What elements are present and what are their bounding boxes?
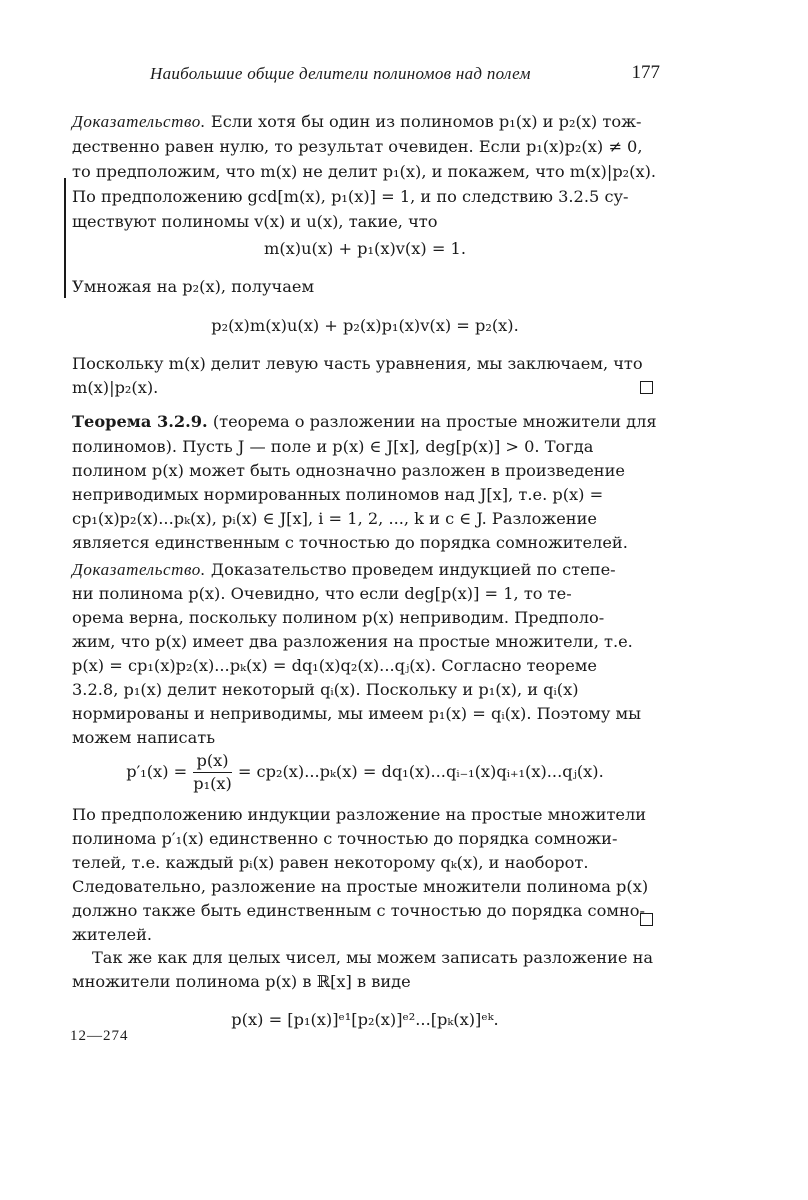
equation-3-lhs: p′₁(x) = [126, 762, 188, 781]
proof1-line-2: дественно равен нулю, то результат очевиден. Если p₁(x)p₂(x) ≠ 0, [72, 137, 643, 156]
theorem-line-6: является единственным с точностью до порядка сомножителей. [72, 533, 628, 552]
theorem-line-4: неприводимых нормированных полиномов над J[x], т.е. p(x) = [72, 485, 604, 504]
theorem-line-1 [72, 410, 658, 434]
proof2-text: Доказательство проведем индукцией по степе- [210, 560, 616, 579]
qed-square-1 [640, 381, 653, 394]
equation-3-rhs: = cp₂(x)...pₖ(x) = dq₁(x)...qᵢ₋₁(x)qᵢ₊₁(x)...qⱼ(x). [237, 762, 604, 781]
printer-signature: 12—274 [70, 1028, 129, 1044]
proof1-line-8: m(x)|p₂(x). [72, 378, 159, 397]
proof1-line-6: Умножая на p₂(x), получаем [72, 277, 315, 296]
qed-square-2 [640, 913, 653, 926]
proof2-line-11: телей, т.е. каждый pᵢ(x) равен некоторому qₖ(x), и наоборот. [72, 853, 589, 872]
proof-label: Доказательство. [72, 560, 206, 579]
proof2-line-10: полинома p′₁(x) единственно с точностью до порядка сомножи- [72, 829, 618, 848]
theorem-label: Теорема 3.2.9. [72, 412, 208, 431]
proof2-line-5: p(x) = cp₁(x)p₂(x)...pₖ(x) = dq₁(x)q₂(x)...qⱼ(x). Согласно теореме [72, 656, 597, 675]
proof2-line-9: По предположению индукции разложение на простые множители [72, 805, 647, 824]
proof1-line-4: По предположению gcd[m(x), p₁(x)] = 1, и по следствию 3.2.5 су- [72, 187, 629, 206]
proof2-line-14: жителей. [72, 925, 153, 944]
equation-4: p(x) = [p₁(x)]ᵉ¹[p₂(x)]ᵉ²...[pₖ(x)]ᵉᵏ. [231, 1010, 499, 1029]
proof2-line-3: орема верна, поскольку полином p(x) неприводим. Предполо- [72, 608, 605, 627]
equation-3-fraction [190, 750, 235, 795]
closing-line-1: Так же как для целых чисел, мы можем записать разложение на [92, 948, 654, 967]
equation-2: p₂(x)m(x)u(x) + p₂(x)p₁(x)v(x) = p₂(x). [211, 316, 519, 335]
proof-label: Доказательство. [72, 112, 206, 131]
theorem-line-5: cp₁(x)p₂(x)...pₖ(x), pᵢ(x) ∈ J[x], i = 1, 2, ..., k и c ∈ J. Разложение [72, 509, 597, 528]
proof1-text: Если хотя бы один из полиномов p₁(x) и p₂(x) тож- [210, 112, 642, 131]
closing-line-2: множители полинома p(x) в ℝ[x] в виде [72, 972, 411, 991]
fraction-numerator: p(x) [193, 750, 231, 773]
fraction-denominator: p₁(x) [193, 773, 232, 793]
proof2-line-13: должно также быть единственным с точностью до порядка сомно- [72, 901, 645, 920]
theorem-line-3: полином p(x) может быть однозначно разложен в произведение [72, 461, 625, 480]
proof1-line-7: Поскольку m(x) делит левую часть уравнения, мы заключаем, что [72, 354, 643, 373]
proof2-line-7: нормированы и неприводимы, мы имеем p₁(x) = qᵢ(x). Поэтому мы [72, 704, 641, 723]
running-header [150, 64, 660, 90]
proof2-line-4: жим, что p(x) имеет два разложения на простые множители, т.е. [72, 632, 633, 651]
proof1-line-3: то предположим, что m(x) не делит p₁(x), и покажем, что m(x)|p₂(x). [72, 162, 657, 181]
proof2-line-6: 3.2.8, p₁(x) делит некоторый qᵢ(x). Поскольку и p₁(x), и qᵢ(x) [72, 680, 579, 699]
equation-1: m(x)u(x) + p₁(x)v(x) = 1. [264, 239, 466, 258]
equation-3 [72, 748, 658, 796]
proof2-line-8: можем написать [72, 728, 216, 747]
proof1-line-5: ществуют полиномы v(x) и u(x), такие, что [72, 212, 438, 231]
theorem-line-2: полиномов). Пусть J — поле и p(x) ∈ J[x], deg[p(x)] > 0. Тогда [72, 437, 594, 456]
proof2-line-2: ни полинома p(x). Очевидно, что если deg[p(x)] = 1, то те- [72, 584, 572, 603]
proof2-line-1 [72, 558, 658, 582]
proof1-line-1 [72, 110, 658, 134]
running-title: Наибольшие общие делители полиномов над полем [150, 64, 531, 83]
proof2-line-12: Следовательно, разложение на простые множители полинома p(x) [72, 877, 649, 896]
theorem-text: (теорема о разложении на простые множители для [212, 412, 657, 431]
margin-pencil-mark [64, 178, 66, 298]
page-number: 177 [631, 62, 660, 83]
